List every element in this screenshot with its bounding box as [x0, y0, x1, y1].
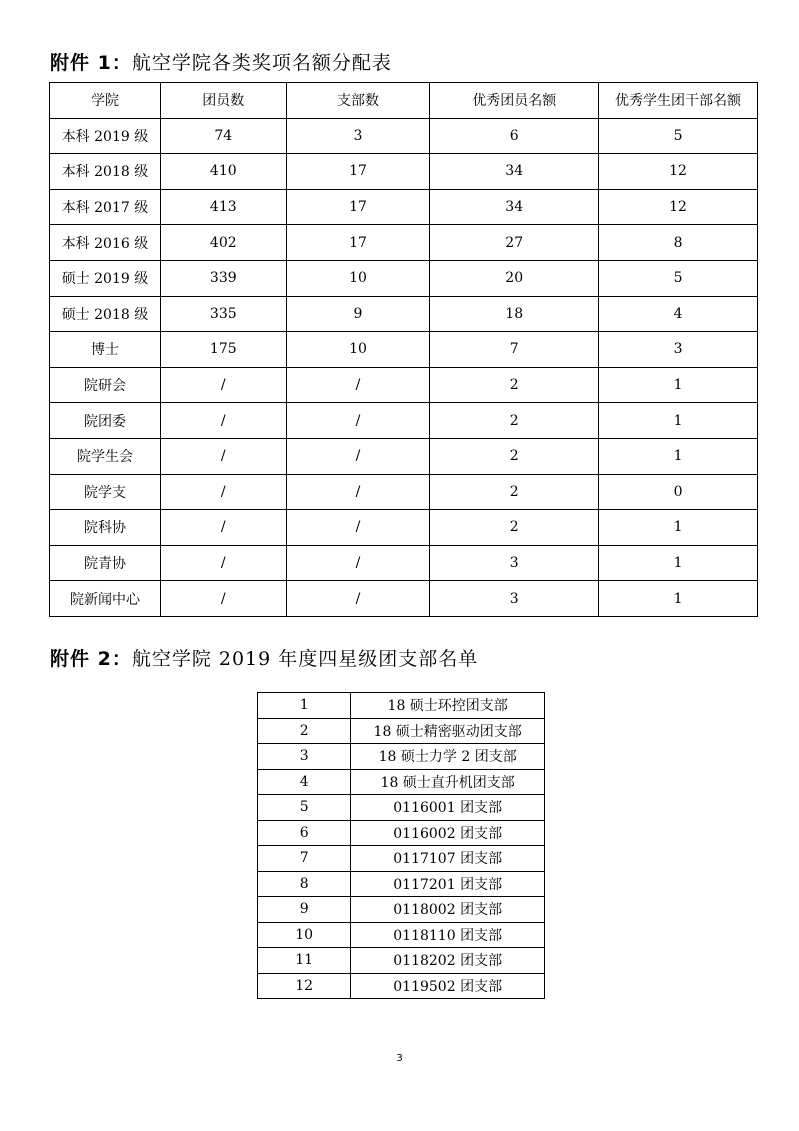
table-cell: 2 — [430, 510, 599, 546]
index-cell: 8 — [258, 871, 351, 897]
table-cell: 1 — [599, 510, 758, 546]
list-item — [258, 744, 545, 770]
table-cell: 1 — [599, 403, 758, 439]
table-cell: 2 — [430, 403, 599, 439]
table-cell: 院青协 — [50, 545, 161, 581]
table-row — [50, 438, 758, 474]
annex1-heading — [50, 48, 392, 75]
table-cell: 6 — [430, 118, 599, 154]
list-item — [258, 769, 545, 795]
table-cell: 175 — [160, 332, 286, 368]
index-cell: 10 — [258, 922, 351, 948]
table-cell: / — [286, 510, 430, 546]
table-cell: 0 — [599, 474, 758, 510]
branch-name-cell: 0119502 团支部 — [351, 973, 545, 999]
table-cell: 34 — [430, 189, 599, 225]
table-cell: 74 — [160, 118, 286, 154]
table-cell: 院科协 — [50, 510, 161, 546]
table-cell: 院学生会 — [50, 438, 161, 474]
list-item — [258, 820, 545, 846]
table-cell: 5 — [599, 260, 758, 296]
table-row — [50, 367, 758, 403]
table-cell: 402 — [160, 225, 286, 261]
table-cell: 2 — [430, 474, 599, 510]
branch-name-cell: 0116001 团支部 — [351, 795, 545, 821]
table-cell: 410 — [160, 154, 286, 190]
table-row — [50, 474, 758, 510]
branch-name-cell: 18 硕士直升机团支部 — [351, 769, 545, 795]
table-cell: 1 — [599, 367, 758, 403]
table-cell: / — [160, 510, 286, 546]
index-cell: 9 — [258, 897, 351, 923]
table-cell: 院研会 — [50, 367, 161, 403]
table-cell: 3 — [430, 581, 599, 617]
table-cell: / — [160, 474, 286, 510]
page-number: 3 — [396, 1053, 403, 1064]
table-row — [50, 510, 758, 546]
table-cell: 7 — [430, 332, 599, 368]
branch-name-cell: 18 硕士力学 2 团支部 — [351, 744, 545, 770]
table-row — [50, 225, 758, 261]
index-cell: 4 — [258, 769, 351, 795]
branch-name-cell: 18 硕士精密驱动团支部 — [351, 718, 545, 744]
table-cell: 335 — [160, 296, 286, 332]
table-cell: 3 — [430, 545, 599, 581]
table-row — [50, 118, 758, 154]
table-cell: 17 — [286, 225, 430, 261]
annex1-lead: 附件 1： — [50, 52, 132, 74]
table-row — [50, 189, 758, 225]
table-cell: 本科 2016 级 — [50, 225, 161, 261]
table-cell: 院学支 — [50, 474, 161, 510]
table-cell: 34 — [430, 154, 599, 190]
index-cell: 1 — [258, 693, 351, 719]
quota-allocation-table — [49, 82, 758, 617]
list-item — [258, 693, 545, 719]
table-cell: / — [160, 403, 286, 439]
table-cell: 10 — [286, 260, 430, 296]
table-cell: 10 — [286, 332, 430, 368]
table-cell: 12 — [599, 154, 758, 190]
branch-name-cell: 0118110 团支部 — [351, 922, 545, 948]
table-cell: 339 — [160, 260, 286, 296]
annex2-lead: 附件 2： — [50, 648, 132, 670]
table-cell: / — [286, 367, 430, 403]
table-cell: / — [286, 403, 430, 439]
table-cell: 18 — [430, 296, 599, 332]
table-cell: 博士 — [50, 332, 161, 368]
table-cell: / — [286, 581, 430, 617]
table-cell: 2 — [430, 367, 599, 403]
table-cell: 2 — [430, 438, 599, 474]
table-cell: 本科 2018 级 — [50, 154, 161, 190]
branch-name-cell: 0116002 团支部 — [351, 820, 545, 846]
header-cell: 优秀团员名额 — [430, 83, 599, 119]
list-item — [258, 846, 545, 872]
table-cell: 17 — [286, 189, 430, 225]
table-cell: / — [286, 474, 430, 510]
table-cell: 4 — [599, 296, 758, 332]
list-item — [258, 871, 545, 897]
table-cell: 9 — [286, 296, 430, 332]
header-cell: 优秀学生团干部名额 — [599, 83, 758, 119]
list-item — [258, 922, 545, 948]
table-cell: / — [160, 438, 286, 474]
table-cell: 5 — [599, 118, 758, 154]
header-cell: 学院 — [50, 83, 161, 119]
list-item — [258, 897, 545, 923]
table-cell: 硕士 2018 级 — [50, 296, 161, 332]
table-cell: / — [160, 581, 286, 617]
index-cell: 6 — [258, 820, 351, 846]
header-cell: 支部数 — [286, 83, 430, 119]
table-cell: 12 — [599, 189, 758, 225]
list-item — [258, 795, 545, 821]
list-item — [258, 948, 545, 974]
index-cell: 7 — [258, 846, 351, 872]
table-cell: / — [286, 438, 430, 474]
table-cell: 1 — [599, 545, 758, 581]
table-cell: 院团委 — [50, 403, 161, 439]
index-cell: 2 — [258, 718, 351, 744]
index-cell: 11 — [258, 948, 351, 974]
table-cell: / — [160, 545, 286, 581]
branch-name-cell: 0118202 团支部 — [351, 948, 545, 974]
four-star-branch-table — [257, 692, 545, 999]
branch-name-cell: 18 硕士环控团支部 — [351, 693, 545, 719]
table-cell: 1 — [599, 581, 758, 617]
table-cell: 1 — [599, 438, 758, 474]
branch-name-cell: 0118002 团支部 — [351, 897, 545, 923]
table-row — [50, 332, 758, 368]
annex2-title: 航空学院 2019 年度四星级团支部名单 — [131, 648, 479, 670]
table-cell: 院新闻中心 — [50, 581, 161, 617]
index-cell: 3 — [258, 744, 351, 770]
table-row — [50, 296, 758, 332]
list-item — [258, 973, 545, 999]
table-cell: 413 — [160, 189, 286, 225]
table-row — [50, 154, 758, 190]
list-item — [258, 718, 545, 744]
table-cell: 3 — [599, 332, 758, 368]
table-cell: 20 — [430, 260, 599, 296]
table-cell: / — [160, 367, 286, 403]
table-cell: 本科 2017 级 — [50, 189, 161, 225]
table-row — [50, 545, 758, 581]
annex1-title: 航空学院各类奖项名额分配表 — [131, 52, 392, 74]
table-row — [50, 581, 758, 617]
table-row — [50, 260, 758, 296]
index-cell: 12 — [258, 973, 351, 999]
table-cell: 本科 2019 级 — [50, 118, 161, 154]
table-cell: / — [286, 545, 430, 581]
table-row — [50, 403, 758, 439]
branch-name-cell: 0117107 团支部 — [351, 846, 545, 872]
header-cell: 团员数 — [160, 83, 286, 119]
table-cell: 硕士 2019 级 — [50, 260, 161, 296]
annex2-heading — [50, 644, 478, 671]
table-header-row — [50, 83, 758, 119]
index-cell: 5 — [258, 795, 351, 821]
branch-name-cell: 0117201 团支部 — [351, 871, 545, 897]
table-cell: 17 — [286, 154, 430, 190]
table-cell: 27 — [430, 225, 599, 261]
table-cell: 8 — [599, 225, 758, 261]
table-cell: 3 — [286, 118, 430, 154]
